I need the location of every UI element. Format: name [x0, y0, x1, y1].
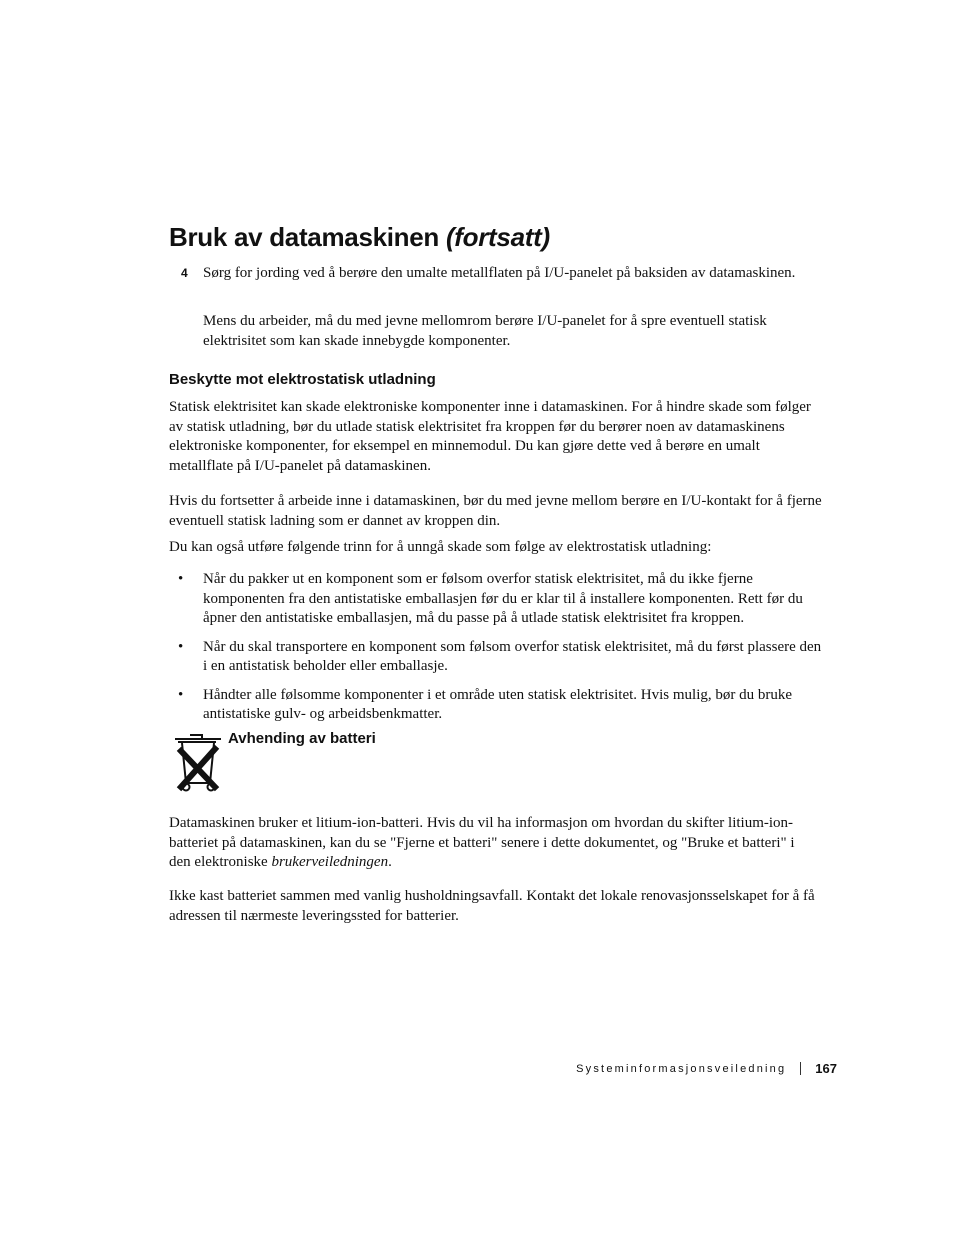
bullet-dot: • [178, 686, 184, 703]
step-note: Mens du arbeider, må du med jevne mellomrom berøre I/U-panelet for å spre eventuell statisk elektrisitet som kan skade innebygde komponenter. [203, 313, 767, 349]
battery-paragraph-1-start: Datamaskinen bruker et litium-ion-batteri. Hvis du vil ha informasjon om hvordan du skifter litium-ion-batteriet på datamaskinen, kan du se "Fjerne et batteri" senere i dette dokumentet, og "Bruke et batteri" i den elektroniske [169, 815, 795, 870]
page-title [169, 222, 550, 253]
battery-heading: Avhending av batteri [228, 730, 376, 747]
page-footer [576, 1061, 837, 1076]
bullet-text: Håndter alle følsomme komponenter i et område uten statisk elektrisitet. Hvis mulig, bør du bruke antistatiske gulv- og arbeidsbenkmatter. [203, 686, 793, 722]
user-guide-title: brukerveiledningen [271, 854, 389, 870]
esd-paragraph-3: Du kan også utføre følgende trinn for å unngå skade som følge av elektrostatisk utladning: [169, 539, 712, 555]
esd-paragraph-1: Statisk elektrisitet kan skade elektroniske komponenter inne i datamaskinen. For å hindre skade som følger av statisk utladning, bør du utlade statisk elektrisitet fra kroppen før du berører noen av datamaskinens elektroniske komponenter, for eksempel en minnemodul. Du kan gjøre dette ved å berøre en umalt metallflate på I/U-panelet på datamaskinen. [169, 399, 811, 474]
page-title-italic: (fortsatt) [445, 222, 550, 252]
battery-paragraph-1-end: . [388, 854, 392, 870]
battery-paragraph-1 [169, 814, 819, 873]
crossed-out-bin-icon [172, 731, 224, 795]
page-number: 167 [815, 1061, 837, 1076]
list-item [169, 570, 829, 629]
esd-paragraph-2: Hvis du fortsetter å arbeide inne i datamaskinen, bør du med jevne mellom berøre en I/U-kontakt for å fjerne eventuell statisk ladning som er dannet av kroppen din. [169, 493, 822, 529]
list-item [169, 638, 829, 677]
page-title-main: Bruk av datamaskinen [169, 222, 446, 252]
battery-paragraph-2: Ikke kast batteriet sammen med vanlig husholdningsavfall. Kontakt det lokale renovasjonsselskapet for å få adressen til nærmeste leveringssted for batterier. [169, 888, 815, 924]
step-number: 4 [181, 266, 188, 280]
esd-heading: Beskytte mot elektrostatisk utladning [169, 371, 436, 388]
bullet-text: Når du skal transportere en komponent som følsom overfor statisk elektrisitet, må du først plassere den i en antistatisk beholder eller emballasje. [203, 638, 822, 674]
footer-divider [800, 1062, 801, 1075]
step-text: Sørg for jording ved å berøre den umalte metallflaten på I/U-panelet på baksiden av datamaskinen. [203, 265, 796, 281]
footer-guide-name: Systeminformasjonsveiledning [576, 1062, 787, 1075]
bullet-dot: • [178, 638, 184, 655]
esd-bullet-list [169, 570, 829, 734]
bullet-dot: • [178, 571, 184, 587]
list-item [169, 686, 829, 725]
bullet-text: Når du pakker ut en komponent som er følsom overfor statisk elektrisitet, må du ikke fjerne komponenten fra den antistatiske emballasjen før du er klar til å installere komponenten. Rett før du åpner den antistatiske emballasjen, må du passe på å utlade statisk elektrisitet fra kroppen. [203, 571, 803, 626]
